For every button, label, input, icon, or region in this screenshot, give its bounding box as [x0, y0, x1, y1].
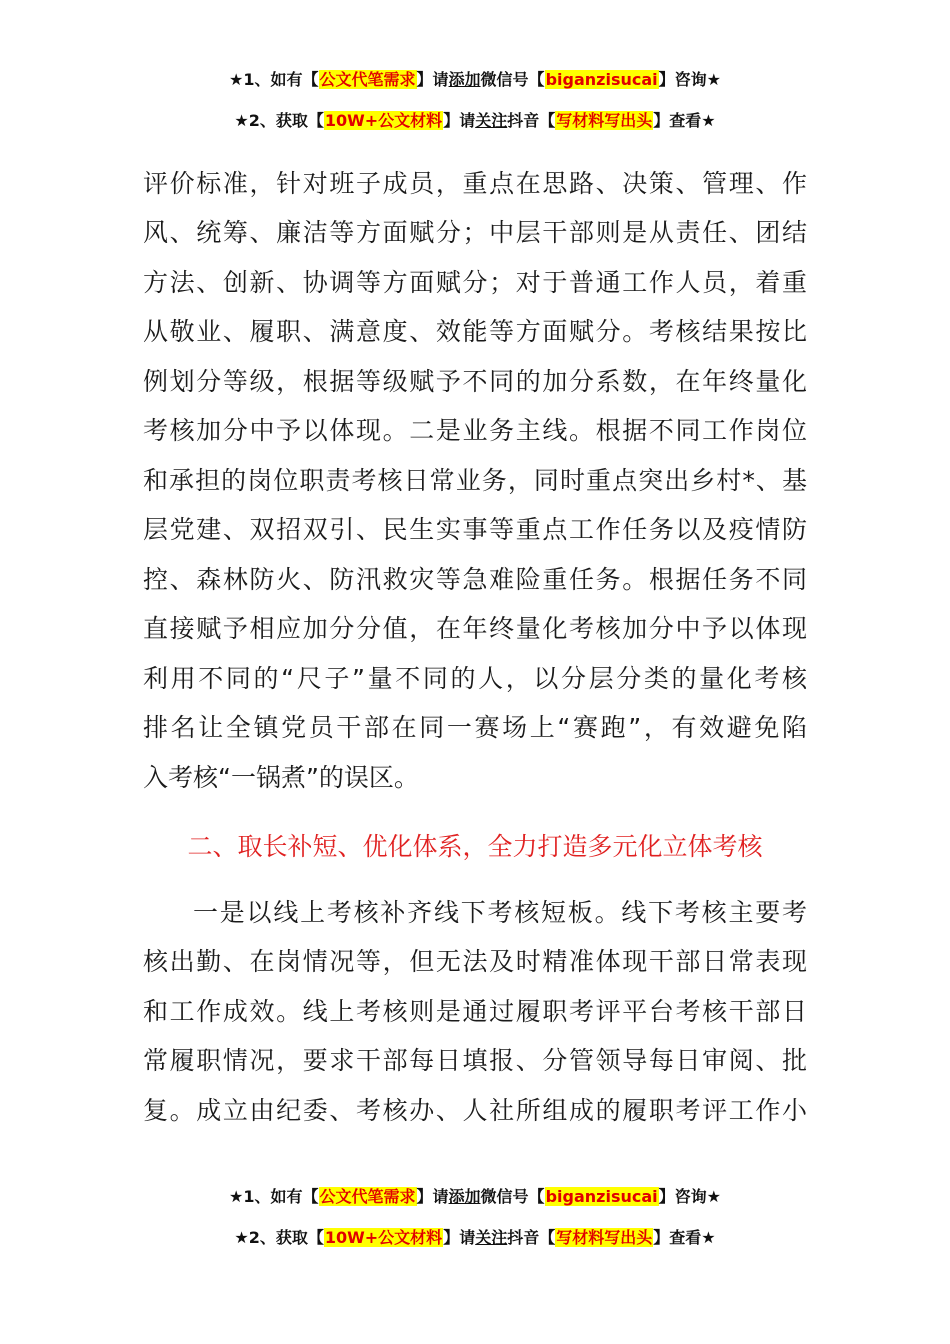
banner-underline: 添加: [448, 70, 481, 89]
banner-text: 】请: [416, 70, 449, 89]
banner-text: ★1、如有【: [229, 1187, 319, 1206]
text-line: 考核加分中予以体现。二是业务主线。根据不同工作岗位: [143, 416, 807, 445]
text-line: 评价标准，针对班子成员，重点在思路、决策、管理、作: [143, 169, 807, 198]
text-line: 例划分等级，根据等级赋予不同的加分系数，在年终量化: [143, 367, 807, 396]
text-line: 方法、创新、协调等方面赋分；对于普通工作人员，着重: [143, 268, 807, 297]
text-line: 层党建、双招双引、民生实事等重点工作任务以及疫情防: [143, 515, 807, 544]
text-line: 复。成立由纪委、考核办、人社所组成的履职考评工作小: [143, 1096, 807, 1125]
text-line: 和承担的岗位职责考核日常业务，同时重点突出乡村*、基: [143, 466, 807, 495]
banner-highlight: 写材料写出头: [556, 111, 653, 130]
banner-underline: 添加: [448, 1187, 481, 1206]
banner-text: 微信号【: [480, 1187, 545, 1206]
text-line: 常履职情况，要求干部每日填报、分管领导每日审阅、批: [143, 1046, 807, 1075]
banner-text: 微信号【: [480, 70, 545, 89]
banner-text: 抖音【: [507, 1228, 556, 1247]
text-line: 利用不同的“尺子”量不同的人，以分层分类的量化考核: [143, 664, 807, 693]
bottom-banner-line-1: [0, 1186, 950, 1208]
text-line: 一是以线上考核补齐线下考核短板。线下考核主要考: [193, 898, 807, 927]
top-banner-line-2: [0, 110, 950, 132]
text-line: 控、森林防火、防汛救灾等急难险重任务。根据任务不同: [143, 565, 807, 594]
text-line: 直接赋予相应加分分值，在年终量化考核加分中予以体现: [143, 614, 807, 643]
banner-highlight: 公文代笔需求: [319, 1187, 416, 1206]
banner-text: 】查看★: [653, 111, 716, 130]
section-heading: 二、取长补短、优化体系，全力打造多元化立体考核: [187, 832, 763, 861]
banner-text: ★1、如有【: [229, 70, 319, 89]
text-line: 入考核“一锅煮”的误区。: [143, 763, 419, 792]
banner-highlight: 写材料写出头: [556, 1228, 653, 1247]
text-line: 和工作成效。线上考核则是通过履职考评平台考核干部日: [143, 997, 807, 1026]
banner-text: 】咨询★: [658, 1187, 721, 1206]
banner-highlight: 10W+公文材料: [324, 111, 443, 130]
banner-text: 】请: [443, 1228, 476, 1247]
banner-text: ★2、获取【: [234, 1228, 324, 1247]
banner-text: 】咨询★: [658, 70, 721, 89]
banner-highlight: biganzisucai: [545, 1187, 658, 1206]
banner-text: ★2、获取【: [234, 111, 324, 130]
banner-highlight: 公文代笔需求: [319, 70, 416, 89]
banner-text: 】请: [416, 1187, 449, 1206]
text-line: 风、统筹、廉洁等方面赋分；中层干部则是从责任、团结: [143, 218, 807, 247]
banner-underline: 关注: [475, 1228, 508, 1247]
bottom-banner-line-2: [0, 1227, 950, 1249]
top-banner-line-1: [0, 69, 950, 91]
text-line: 排名让全镇党员干部在同一赛场上“赛跑”，有效避免陷: [143, 713, 807, 742]
banner-text: 抖音【: [507, 111, 556, 130]
banner-text: 】查看★: [653, 1228, 716, 1247]
text-line: 核出勤、在岗情况等，但无法及时精准体现干部日常表现: [143, 947, 807, 976]
text-line: 从敬业、履职、满意度、效能等方面赋分。考核结果按比: [143, 317, 807, 346]
banner-underline: 关注: [475, 111, 508, 130]
banner-highlight: biganzisucai: [545, 70, 658, 89]
banner-highlight: 10W+公文材料: [324, 1228, 443, 1247]
banner-text: 】请: [443, 111, 476, 130]
